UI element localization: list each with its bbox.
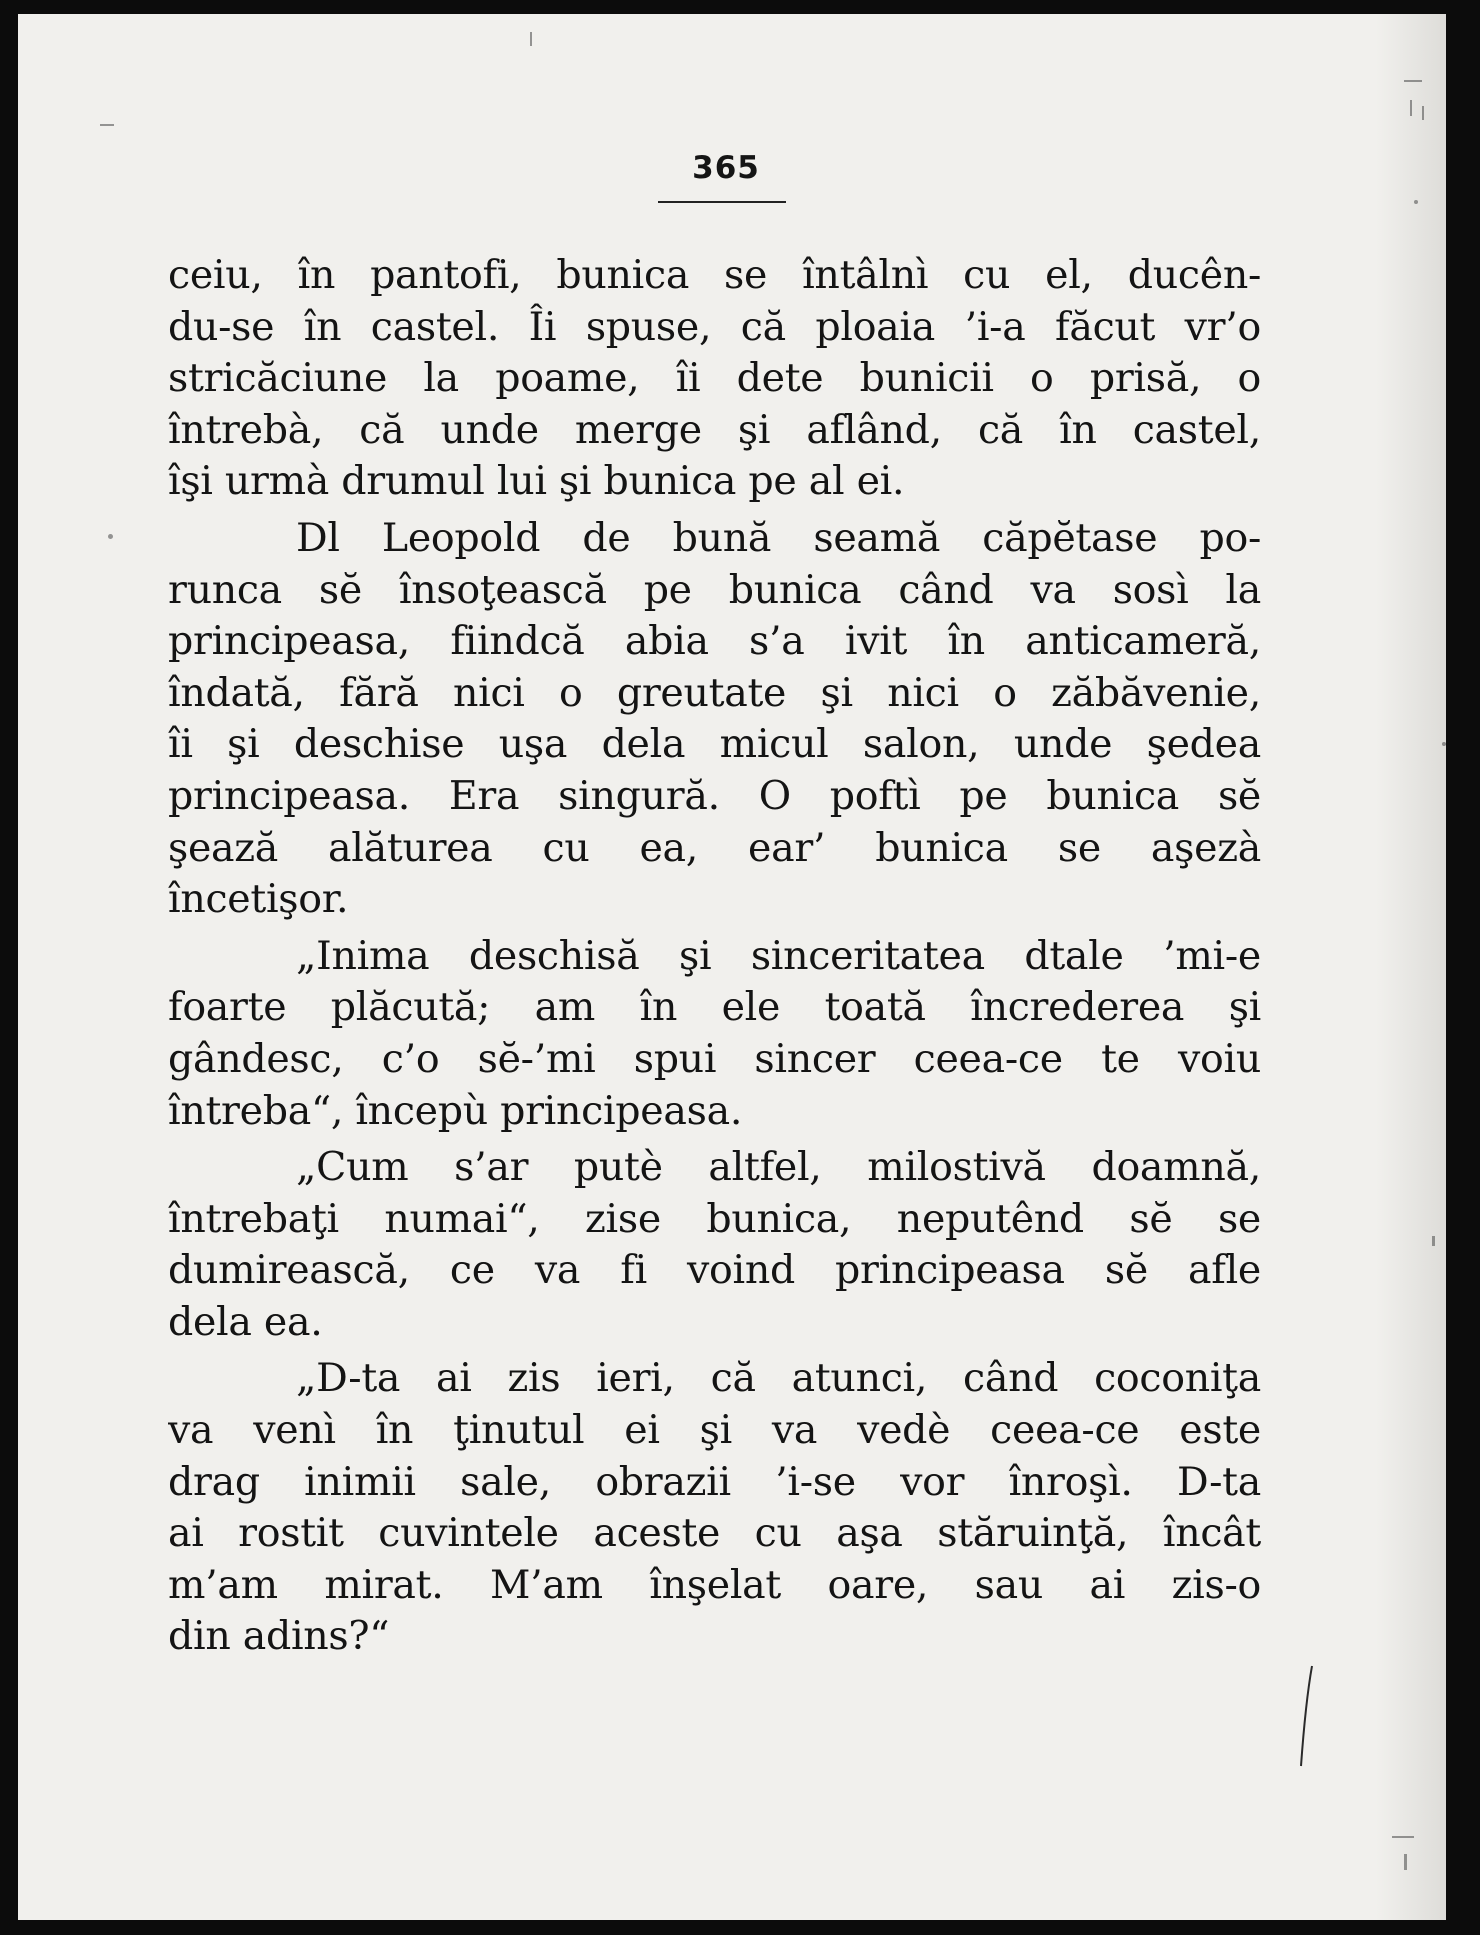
- text-line: şează alăturea cu ea, ear’ bunica se aşezà: [168, 824, 1261, 871]
- text-line: încetişor.: [168, 876, 349, 923]
- scan-speck: [1410, 100, 1412, 116]
- text-line: gândesc, c’o sĕ-’mi spui sincer ceea-ce te voiu: [168, 1035, 1261, 1082]
- scan-speck: [1414, 200, 1418, 204]
- scan-speck: [1392, 1836, 1414, 1838]
- text-line: principeasa, fiindcă abia s’a ivit în anticameră,: [168, 618, 1261, 665]
- paragraph-3: [168, 931, 1261, 1137]
- text-line: întrebaţi numai“, zise bunica, neputênd sĕ se: [168, 1195, 1261, 1242]
- text-line: principeasa. Era singură. O poftì pe bunica sĕ: [168, 772, 1261, 819]
- text-line: îşi urmà drumul lui şi bunica pe al ei.: [168, 458, 905, 505]
- scan-speck: [108, 534, 113, 539]
- text-line: m’am mirat. M’am înşelat oare, sau ai zis-o: [168, 1561, 1261, 1608]
- body-text: [168, 250, 1261, 1668]
- text-line: dumirească, ce va fi voind principeasa sĕ afle: [168, 1247, 1261, 1294]
- text-line: Dl Leopold de bună seamă căpĕtase po-: [296, 514, 1261, 561]
- text-line: du-se în castel. Îi spuse, că ploaia ’i-a făcut vr’o: [168, 303, 1261, 350]
- scanned-page: [18, 14, 1446, 1920]
- text-line: drag inimii sale, obrazii ’i-se vor înroşì. D-ta: [168, 1458, 1261, 1505]
- text-line: runca sĕ însoţească pe bunica când va sosì la: [168, 566, 1261, 613]
- paragraph-5: [168, 1353, 1261, 1663]
- text-line: ceiu, în pantofi, bunica se întâlnì cu el, ducên-: [168, 252, 1261, 298]
- scan-speck: [530, 32, 532, 46]
- page-number: 365: [692, 150, 760, 186]
- paragraph-4: [168, 1142, 1261, 1348]
- text-line: ai rostit cuvintele aceste cu aşa stăruinţă, încât: [168, 1510, 1261, 1557]
- scan-speck: [100, 124, 114, 126]
- text-line: din adins?“: [168, 1613, 390, 1660]
- text-line: va venì în ţinutul ei şi va vedè ceea-ce este: [168, 1407, 1261, 1454]
- text-line: „D-ta ai zis ieri, că atunci, când coconiţa: [296, 1355, 1261, 1402]
- scan-speck: [1422, 106, 1424, 120]
- text-line: îi şi deschise uşa dela micul salon, unde şedea: [168, 721, 1261, 768]
- paragraph-2: [168, 513, 1261, 926]
- pencil-mark-icon: [1298, 1664, 1314, 1768]
- text-line: „Cum s’ar putè altfel, milostivă doamnă,: [296, 1144, 1261, 1191]
- page-edge-shadow: [1376, 14, 1446, 1920]
- text-line: stricăciune la poame, îi dete bunicii o prisă, o: [168, 355, 1261, 402]
- scan-speck: [1404, 80, 1422, 82]
- text-line: îndată, fără nici o greutate şi nici o zăbăvenie,: [168, 669, 1261, 716]
- text-line: „Inima deschisă şi sinceritatea dtale ’mi-e: [296, 932, 1261, 979]
- text-line: dela ea.: [168, 1298, 323, 1345]
- scan-speck: [1432, 1236, 1435, 1246]
- text-line: întreba“, începù principeasa.: [168, 1087, 743, 1134]
- scan-speck: [1404, 1854, 1407, 1870]
- text-line: foarte plăcută; am în ele toată încrederea şi: [168, 984, 1261, 1031]
- paragraph-1: [168, 250, 1261, 508]
- scan-speck: [1442, 742, 1446, 746]
- page-number-rule: [658, 201, 786, 203]
- text-line: întrebà, că unde merge şi aflând, că în castel,: [168, 406, 1261, 453]
